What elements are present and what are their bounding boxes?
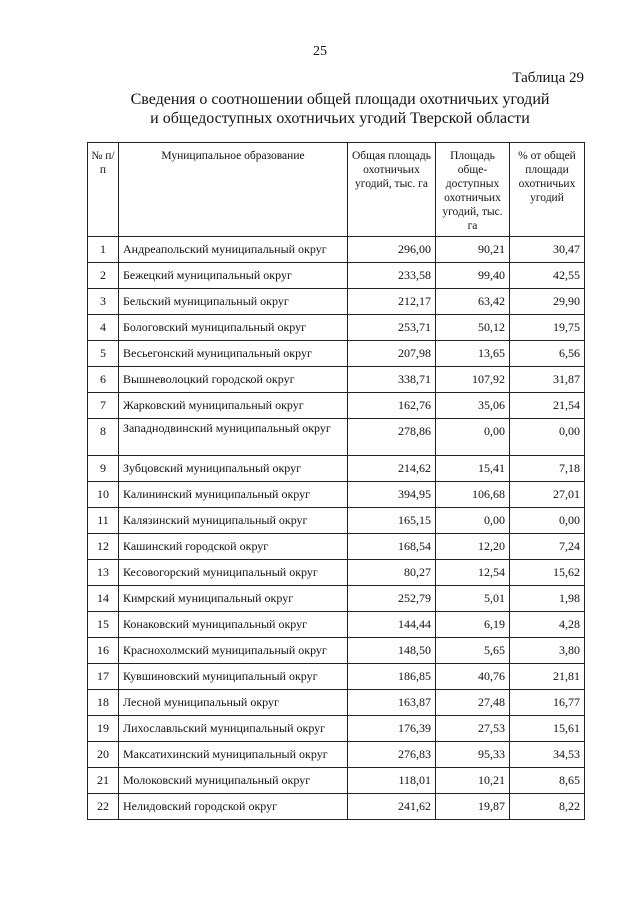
row-municipality: Конаковский муниципальный округ xyxy=(119,612,348,638)
row-public-area: 27,48 xyxy=(436,690,510,716)
row-total-area: 176,39 xyxy=(348,716,436,742)
row-public-area: 35,06 xyxy=(436,393,510,419)
row-number: 20 xyxy=(88,742,119,768)
row-municipality: Калязинский муниципальный округ xyxy=(119,508,348,534)
row-number: 2 xyxy=(88,263,119,289)
row-number: 19 xyxy=(88,716,119,742)
row-number: 13 xyxy=(88,560,119,586)
row-number: 7 xyxy=(88,393,119,419)
table-row xyxy=(88,482,585,508)
row-number: 21 xyxy=(88,768,119,794)
row-percent: 30,47 xyxy=(510,237,585,263)
row-public-area: 5,65 xyxy=(436,638,510,664)
table-row xyxy=(88,638,585,664)
table-row xyxy=(88,289,585,315)
row-municipality: Краснохолмский муниципальный округ xyxy=(119,638,348,664)
row-public-area: 19,87 xyxy=(436,794,510,820)
table-header-row xyxy=(88,143,585,237)
row-percent: 34,53 xyxy=(510,742,585,768)
row-total-area: 165,15 xyxy=(348,508,436,534)
row-total-area: 144,44 xyxy=(348,612,436,638)
row-number: 22 xyxy=(88,794,119,820)
row-total-area: 186,85 xyxy=(348,664,436,690)
header-public-area: Площадь обще-доступных охотничьих угодий, тыс. га xyxy=(436,143,510,237)
row-number: 18 xyxy=(88,690,119,716)
row-number: 17 xyxy=(88,664,119,690)
table-row xyxy=(88,586,585,612)
table-body xyxy=(88,237,585,820)
row-public-area: 63,42 xyxy=(436,289,510,315)
row-municipality: Кувшиновский муниципальный округ xyxy=(119,664,348,690)
row-municipality: Вышневолоцкий городской округ xyxy=(119,367,348,393)
row-public-area: 13,65 xyxy=(436,341,510,367)
row-municipality: Бологовский муниципальный округ xyxy=(119,315,348,341)
row-total-area: 296,00 xyxy=(348,237,436,263)
row-total-area: 252,79 xyxy=(348,586,436,612)
row-percent: 8,65 xyxy=(510,768,585,794)
row-public-area: 90,21 xyxy=(436,237,510,263)
row-public-area: 12,20 xyxy=(436,534,510,560)
row-number: 16 xyxy=(88,638,119,664)
row-total-area: 338,71 xyxy=(348,367,436,393)
row-percent: 21,54 xyxy=(510,393,585,419)
row-municipality: Бежецкий муниципальный округ xyxy=(119,263,348,289)
row-number: 9 xyxy=(88,456,119,482)
row-percent: 1,98 xyxy=(510,586,585,612)
row-percent: 3,80 xyxy=(510,638,585,664)
row-percent: 6,56 xyxy=(510,341,585,367)
table-row xyxy=(88,534,585,560)
row-public-area: 106,68 xyxy=(436,482,510,508)
row-total-area: 233,58 xyxy=(348,263,436,289)
row-percent: 27,01 xyxy=(510,482,585,508)
header-percent: % от общей площади охотничьих угодий xyxy=(510,143,585,237)
row-municipality: Весьегонский муниципальный округ xyxy=(119,341,348,367)
row-number: 14 xyxy=(88,586,119,612)
row-municipality: Западнодвинский муниципальный округ xyxy=(119,419,348,456)
row-number: 15 xyxy=(88,612,119,638)
row-number: 1 xyxy=(88,237,119,263)
row-percent: 7,18 xyxy=(510,456,585,482)
table-heading xyxy=(60,90,620,128)
header-total-area: Общая площадь охотничьих угодий, тыс. га xyxy=(348,143,436,237)
row-public-area: 10,21 xyxy=(436,768,510,794)
row-percent: 21,81 xyxy=(510,664,585,690)
row-number: 10 xyxy=(88,482,119,508)
row-total-area: 276,83 xyxy=(348,742,436,768)
row-municipality: Кесовогорский муниципальный округ xyxy=(119,560,348,586)
row-number: 11 xyxy=(88,508,119,534)
row-percent: 16,77 xyxy=(510,690,585,716)
table-row xyxy=(88,560,585,586)
row-percent: 15,61 xyxy=(510,716,585,742)
heading-line-1: Сведения о соотношении общей площади охотничьих угодий xyxy=(130,91,550,108)
table-row xyxy=(88,393,585,419)
row-percent: 29,90 xyxy=(510,289,585,315)
row-municipality: Лихославльский муниципальный округ xyxy=(119,716,348,742)
row-municipality: Кашинский городской округ xyxy=(119,534,348,560)
row-total-area: 80,27 xyxy=(348,560,436,586)
row-public-area: 27,53 xyxy=(436,716,510,742)
table-row xyxy=(88,237,585,263)
table-row xyxy=(88,419,585,456)
row-municipality: Нелидовский городской округ xyxy=(119,794,348,820)
row-number: 8 xyxy=(88,419,119,456)
row-municipality: Зубцовский муниципальный округ xyxy=(119,456,348,482)
row-total-area: 207,98 xyxy=(348,341,436,367)
table-row xyxy=(88,315,585,341)
row-municipality: Андреапольский муниципальный округ xyxy=(119,237,348,263)
row-public-area: 0,00 xyxy=(436,508,510,534)
row-number: 12 xyxy=(88,534,119,560)
row-municipality: Максатихинский муниципальный округ xyxy=(119,742,348,768)
page-number: 25 xyxy=(313,44,327,59)
row-total-area: 168,54 xyxy=(348,534,436,560)
row-public-area: 107,92 xyxy=(436,367,510,393)
table-row xyxy=(88,367,585,393)
row-public-area: 50,12 xyxy=(436,315,510,341)
row-public-area: 40,76 xyxy=(436,664,510,690)
table-row xyxy=(88,456,585,482)
row-municipality: Калининский муниципальный округ xyxy=(119,482,348,508)
row-percent: 31,87 xyxy=(510,367,585,393)
hunting-grounds-table xyxy=(87,142,585,820)
row-municipality: Жарковский муниципальный округ xyxy=(119,393,348,419)
row-percent: 4,28 xyxy=(510,612,585,638)
table-row xyxy=(88,742,585,768)
row-public-area: 95,33 xyxy=(436,742,510,768)
row-total-area: 253,71 xyxy=(348,315,436,341)
table-row xyxy=(88,768,585,794)
row-public-area: 15,41 xyxy=(436,456,510,482)
row-total-area: 118,01 xyxy=(348,768,436,794)
row-total-area: 278,86 xyxy=(348,419,436,456)
row-total-area: 241,62 xyxy=(348,794,436,820)
table-row xyxy=(88,690,585,716)
row-total-area: 212,17 xyxy=(348,289,436,315)
header-number: № п/п xyxy=(88,143,119,237)
row-public-area: 12,54 xyxy=(436,560,510,586)
row-total-area: 162,76 xyxy=(348,393,436,419)
row-municipality: Бельский муниципальный округ xyxy=(119,289,348,315)
table-label: Таблица 29 xyxy=(512,70,584,86)
table-row xyxy=(88,716,585,742)
row-municipality: Лесной муниципальный округ xyxy=(119,690,348,716)
row-total-area: 214,62 xyxy=(348,456,436,482)
row-total-area: 163,87 xyxy=(348,690,436,716)
table-row xyxy=(88,508,585,534)
row-number: 6 xyxy=(88,367,119,393)
row-percent: 8,22 xyxy=(510,794,585,820)
table-row xyxy=(88,612,585,638)
row-public-area: 5,01 xyxy=(436,586,510,612)
row-percent: 19,75 xyxy=(510,315,585,341)
row-total-area: 394,95 xyxy=(348,482,436,508)
row-public-area: 99,40 xyxy=(436,263,510,289)
row-total-area: 148,50 xyxy=(348,638,436,664)
table-row xyxy=(88,341,585,367)
table-row xyxy=(88,664,585,690)
heading-line-2: и общедоступных охотничьих угодий Тверской области xyxy=(150,110,530,127)
row-percent: 0,00 xyxy=(510,508,585,534)
row-percent: 42,55 xyxy=(510,263,585,289)
header-municipality: Муниципальное образование xyxy=(119,143,348,237)
row-municipality: Молоковский муниципальный округ xyxy=(119,768,348,794)
row-public-area: 6,19 xyxy=(436,612,510,638)
row-number: 5 xyxy=(88,341,119,367)
row-municipality: Кимрский муниципальный округ xyxy=(119,586,348,612)
table-row xyxy=(88,794,585,820)
row-percent: 15,62 xyxy=(510,560,585,586)
row-percent: 0,00 xyxy=(510,419,585,456)
row-number: 4 xyxy=(88,315,119,341)
row-percent: 7,24 xyxy=(510,534,585,560)
row-number: 3 xyxy=(88,289,119,315)
row-public-area: 0,00 xyxy=(436,419,510,456)
table-row xyxy=(88,263,585,289)
